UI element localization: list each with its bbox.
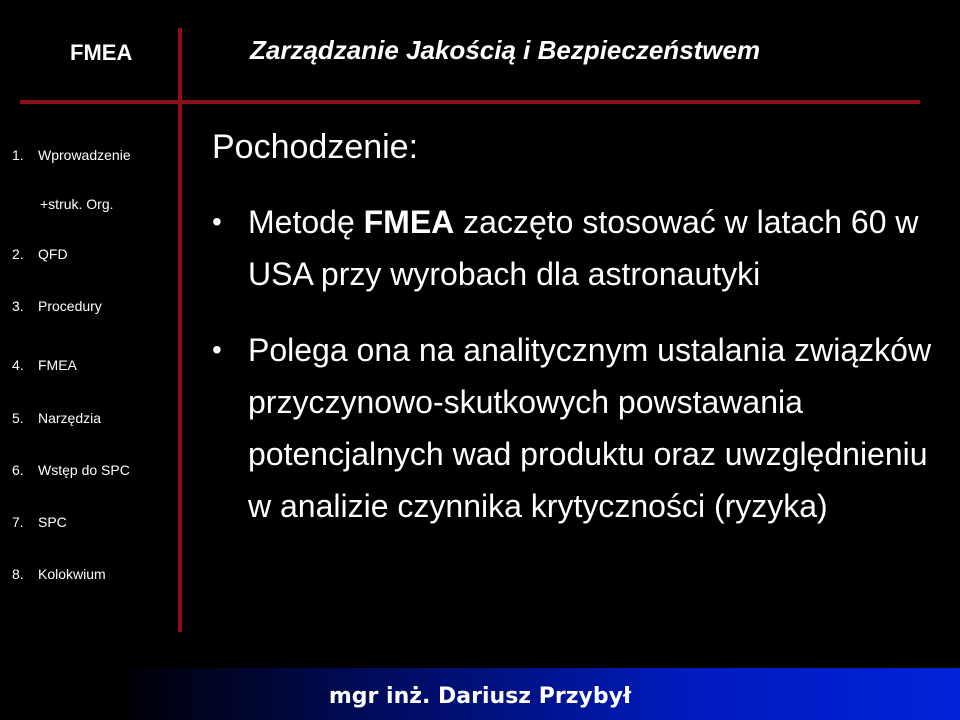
sidebar-item-wstep-spc[interactable] <box>12 462 130 478</box>
bullet-list <box>212 196 932 532</box>
bullet-item <box>212 324 932 532</box>
sidebar-item-number: 8. <box>12 566 24 582</box>
sidebar-item-spc[interactable] <box>12 514 67 530</box>
sidebar-item-label: Kolokwium <box>38 566 106 582</box>
sidebar-item-number: 4. <box>12 357 24 373</box>
sidebar-item-label: Wstęp do SPC <box>38 462 130 478</box>
sidebar-item-number: 5. <box>12 410 24 426</box>
sidebar-item-label: FMEA <box>38 357 77 373</box>
sidebar-item-label: QFD <box>38 246 68 262</box>
vertical-divider <box>178 28 182 632</box>
sidebar-item-narzedzia[interactable] <box>12 410 101 426</box>
bullet-text: Metodę <box>248 204 364 240</box>
sidebar-item-struktura[interactable] <box>40 196 114 212</box>
sidebar-item-qfd[interactable] <box>12 246 68 262</box>
sidebar-item-label: SPC <box>38 514 67 530</box>
slide-title: Zarządzanie Jakością i Bezpieczeństwem <box>250 35 761 65</box>
bullet-item <box>212 196 932 300</box>
sidebar-item-number: 7. <box>12 514 24 530</box>
bullet-text: zaczęto stosować w latach 60 w USA przy wyrobach dla astronautyki <box>248 204 919 292</box>
footer-author: mgr inż. Dariusz Przybył <box>328 684 632 709</box>
section-heading: Pochodzenie: <box>212 128 419 166</box>
bullet-dot-icon: • <box>212 206 222 237</box>
sidebar-item-label: Wprowadzenie <box>38 147 131 163</box>
bullet-text: Polega ona na analitycznym ustalania związków przyczynowo-skutkowych powstawania potencjalnych wad produktu oraz uwzględnieniu w analizie czynnika krytyczności (ryzyka) <box>248 332 932 524</box>
sidebar-item-number: 3. <box>12 298 24 314</box>
sidebar-item-number: 2. <box>12 246 24 262</box>
sidebar-item-number: 1. <box>12 147 24 163</box>
bullet-dot-icon: • <box>212 334 222 365</box>
sidebar-item-number: 6. <box>12 462 24 478</box>
sidebar-item-fmea[interactable] <box>12 357 77 373</box>
corner-label: FMEA <box>70 40 133 65</box>
sidebar-item-procedury[interactable] <box>12 298 102 314</box>
sidebar-item-wprowadzenie[interactable] <box>12 147 131 163</box>
sidebar-item-label: Narzędzia <box>38 410 102 426</box>
sidebar-item-label: Procedury <box>38 298 102 314</box>
bullet-bold-text: FMEA <box>363 204 455 240</box>
sidebar-item-kolokwium[interactable] <box>12 566 106 582</box>
horizontal-divider <box>20 100 920 104</box>
sidebar-item-label: +struk. Org. <box>40 196 114 212</box>
